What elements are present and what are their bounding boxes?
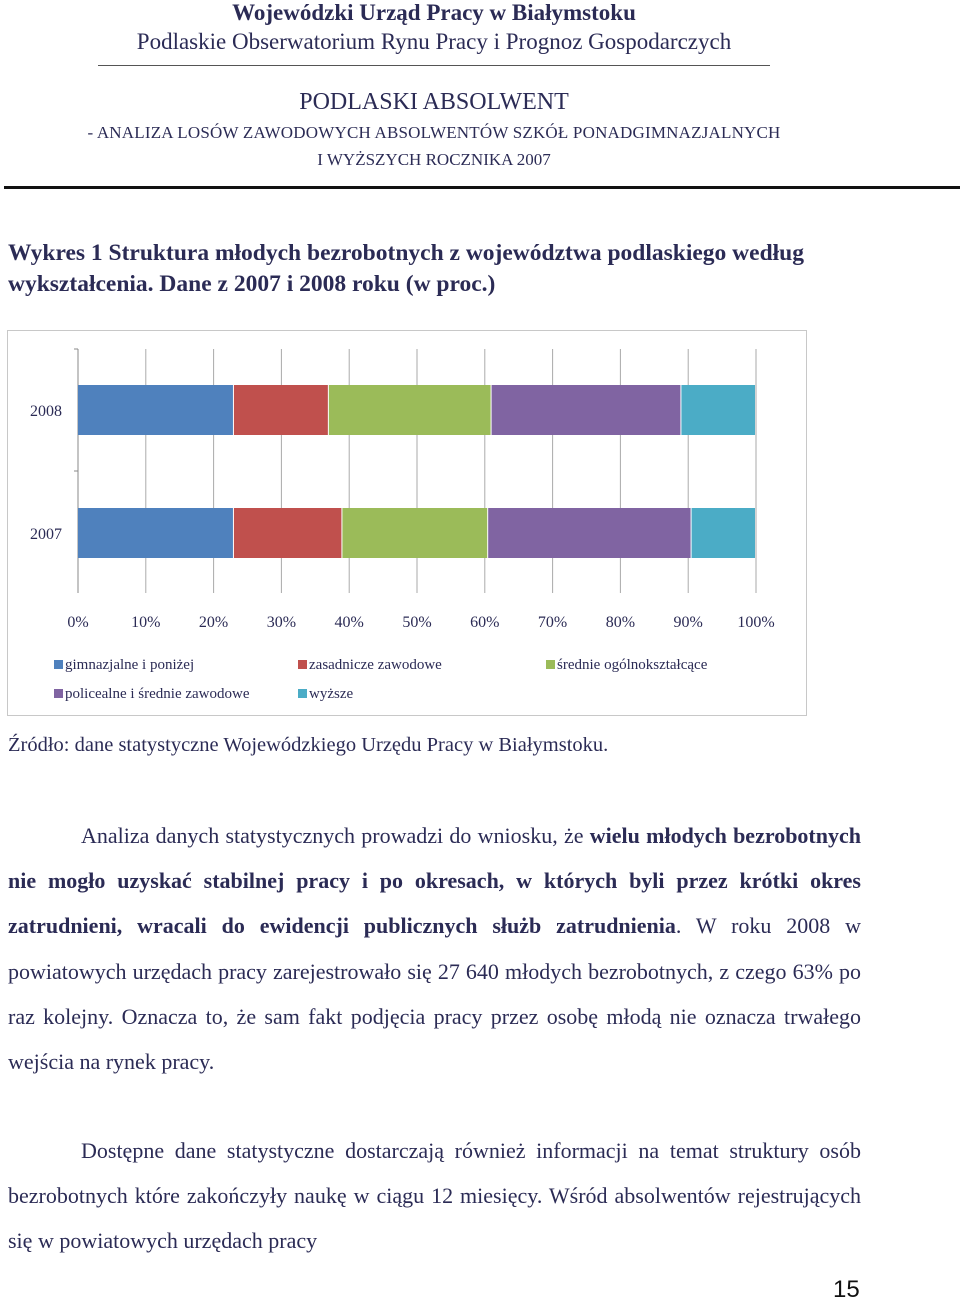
stacked-bar-chart: [8, 331, 806, 715]
bar-segment: [329, 385, 491, 435]
category-label: 2008: [30, 403, 62, 420]
legend-label: policealne i średnie zawodowe: [65, 686, 250, 702]
paragraph-statistics: Dostępne dane statystyczne dostarczają również informacji na temat struktury osób bezrobotnych które zakończyły naukę w ciągu 12 miesięcy. Wśród absolwentów rejestrujących się w powiatowych urzędach pracy: [8, 1138, 861, 1254]
x-tick-label: 0%: [67, 614, 89, 631]
legend-label: zasadnicze zawodowe: [309, 657, 442, 673]
category-label: 2007: [30, 526, 62, 543]
legend-label: wyższe: [309, 686, 354, 702]
page-number: 15: [833, 1276, 860, 1303]
report-subtitle-line1: - ANALIZA LOSÓW ZAWODOWYCH ABSOLWENTÓW SZKÓŁ PONADGIMNAZJALNYCH: [87, 123, 781, 142]
legend-swatch: [54, 689, 63, 698]
x-tick-label: 60%: [470, 614, 500, 631]
x-tick-label: 50%: [402, 614, 432, 631]
legend-label: gimnazjalne i poniżej: [65, 657, 195, 673]
bar-segment: [488, 508, 690, 558]
paragraph-analysis-rest: . W roku 2008 w powiatowych urzędach pracy zarejestrowało się 27 640 młodych bezrobotnych, z czego 63% po raz kolejny. Oznacza to, że sam fakt podjęcia pracy przez osobę młodą nie oznacza trwałego wejścia na rynek pracy.: [8, 913, 861, 1075]
x-tick-label: 90%: [673, 614, 703, 631]
legend-swatch: [298, 689, 307, 698]
bar-segment: [234, 508, 341, 558]
x-tick-label: 100%: [737, 614, 775, 631]
x-tick-label: 40%: [334, 614, 364, 631]
figure-source: Źródło: dane statystyczne Wojewódzkiego Urzędu Pracy w Białymstoku.: [8, 734, 609, 756]
legend-swatch: [546, 660, 555, 669]
header-thick-divider: [4, 186, 960, 189]
bar-segment: [78, 385, 233, 435]
report-subtitle-line2: I WYŻSZYCH ROCZNIKA 2007: [317, 150, 551, 169]
bar-segment: [342, 508, 487, 558]
observatory-name: Podlaskie Obserwatorium Rynu Pracy i Prognoz Gospodarczych: [136, 29, 732, 54]
x-tick-label: 80%: [605, 614, 636, 631]
legend-swatch: [54, 660, 63, 669]
paragraph-analysis-emphasis: wielu młodych bezrobotnych nie mogło uzyskać stabilnej pracy i po okresach, w których byli przez krótki okres zatrudnieni, wracali do ewidencji publicznych służb zatrudnienia: [8, 823, 861, 939]
chart-container: [7, 330, 807, 716]
x-tick-label: 70%: [537, 614, 568, 631]
paragraph-analysis-intro: Analiza danych statystycznych prowadzi do wniosku, że: [81, 823, 590, 848]
x-tick-label: 20%: [198, 614, 229, 631]
bar-segment: [78, 508, 233, 558]
figure-caption: Wykres 1 Struktura młodych bezrobotnych z województwa podlaskiego według wykształcenia. Dane z 2007 i 2008 roku (w proc.): [8, 240, 804, 297]
legend-label: średnie ogólnokształcące: [557, 657, 708, 673]
bar-segment: [692, 508, 755, 558]
x-tick-label: 30%: [266, 614, 297, 631]
report-title: PODLASKI ABSOLWENT: [299, 89, 569, 115]
legend-swatch: [298, 660, 307, 669]
paragraph-analysis: [8, 813, 861, 1084]
bar-segment: [234, 385, 328, 435]
institution-name: Wojewódzki Urząd Pracy w Białymstoku: [232, 0, 636, 25]
header-divider: [98, 65, 770, 66]
bar-segment: [681, 385, 755, 435]
x-tick-label: 10%: [131, 614, 161, 631]
bar-segment: [492, 385, 681, 435]
